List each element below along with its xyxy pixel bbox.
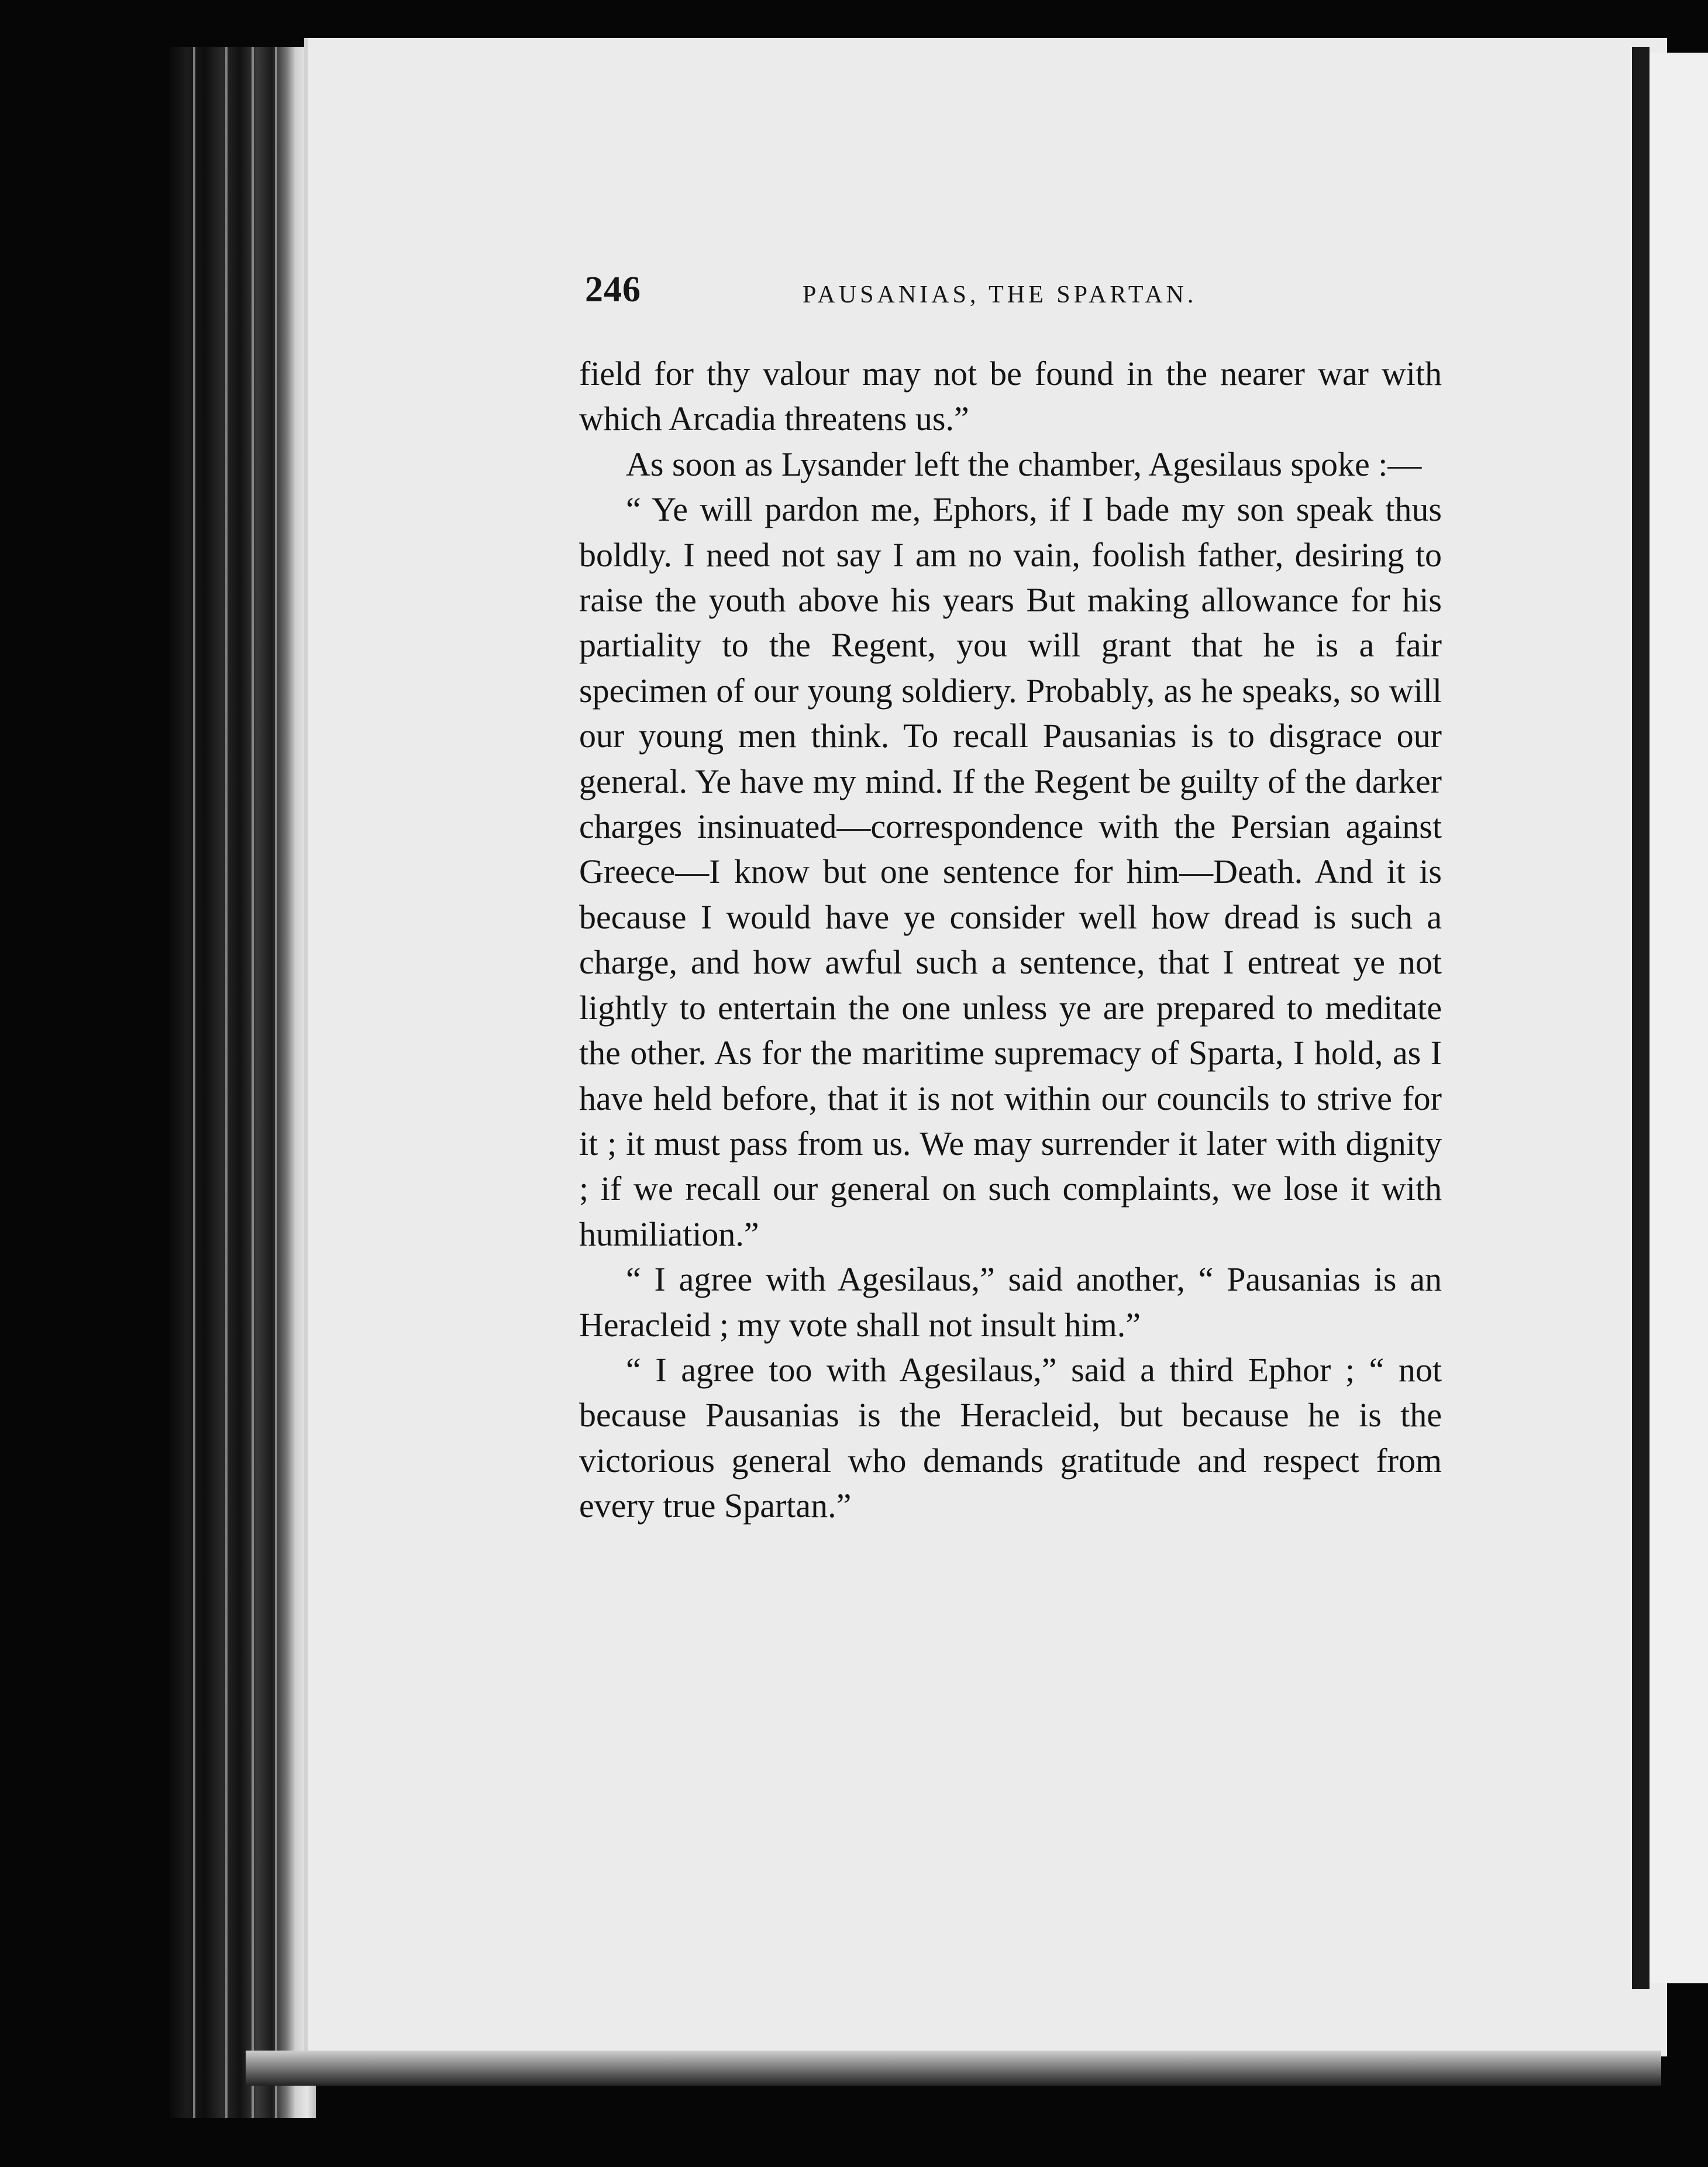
paragraph: “ I agree with Agesilaus,” said another, “ Pausanias is an Heracleid ; my vote shall not insult him.”: [579, 1260, 1442, 1344]
body-text: [579, 351, 1442, 1529]
paragraph: As soon as Lysander left the chamber, Agesilaus spoke :—: [626, 445, 1422, 483]
page-number: 246: [585, 270, 641, 309]
paragraph: field for thy valour may not be found in the nearer war with which Arcadia threatens us.”: [579, 355, 1442, 438]
page-edge-line: [225, 47, 228, 2118]
adjacent-page-sliver: [1650, 53, 1708, 1983]
page-edge-line: [193, 47, 195, 2118]
running-title: PAUSANIAS, THE SPARTAN.: [803, 281, 1197, 308]
page-stack-edge: [170, 47, 316, 2118]
running-head: [585, 269, 1228, 316]
page-bottom-edge: [246, 2051, 1661, 2086]
page-edge-line: [275, 47, 277, 2118]
paragraph: “ I agree too with Agesilaus,” said a third Ephor ; “ not because Pausanias is the Heracleid, but because he is the victorious general who demands gratitude and respect from every true Spartan.”: [579, 1350, 1442, 1525]
paragraph: “ Ye will pardon me, Ephors, if I bade my son speak thus boldly. I need not say I am no vain, foolish father, desiring to raise the youth above his years But making allowance for his partiality to the Regent, you will grant that he is a fair specimen of our young soldiery. Probably, as he speaks, so will our young men think. To recall Pausanias is to disgrace our general. Ye have my mind. If the Regent be guilty of the darker charges insinuated—correspondence with the Persian against Greece—I know but one sentence for him—Death. And it is because I would have ye consider well how dread is such a charge, and how awful such a sentence, that I entreat ye not lightly to entertain the one unless ye are prepared to meditate the other. As for the maritime supremacy of Sparta, I hold, as I have held before, that it is not within our councils to strive for it ; it must pass from us. We may surrender it later with dignity ; if we recall our general on such complaints, we lose it with humiliation.”: [579, 490, 1442, 1253]
gutter-shadow: [1632, 47, 1650, 1989]
page-edge-line: [252, 47, 254, 2118]
